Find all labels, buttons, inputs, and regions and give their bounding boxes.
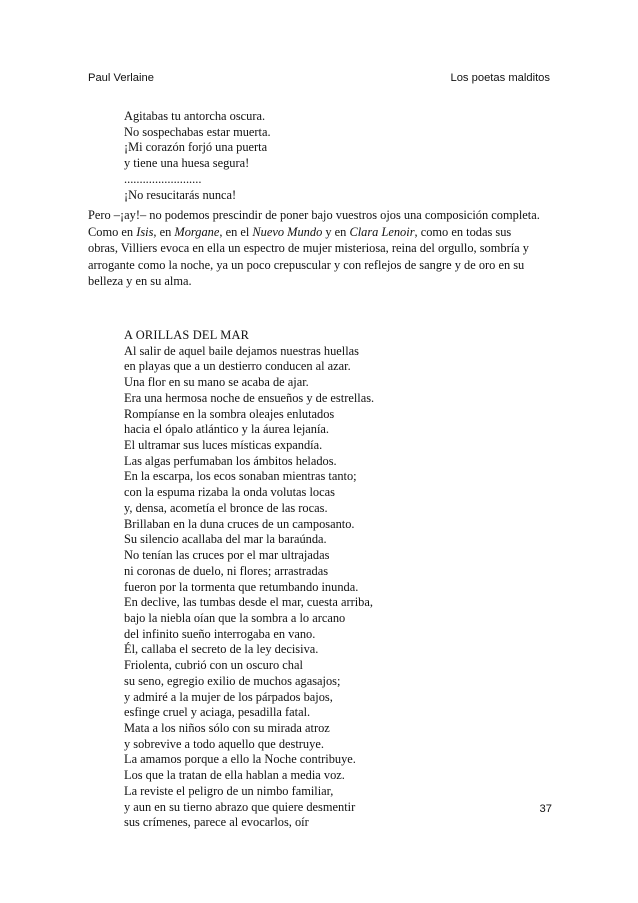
poem-line: su seno, egregio exilio de muchos agasajos; xyxy=(124,673,341,688)
prose-line: Pero –¡ay!– no podemos prescindir de poner bajo vuestros ojos una composición completa. xyxy=(88,208,540,222)
poem-line: ni coronas de duelo, ni flores; arrastradas xyxy=(124,563,329,578)
poem-line: y admiré a la mujer de los párpados bajos, xyxy=(124,689,333,704)
prose-line: belleza y en su alma. xyxy=(88,274,192,288)
prose-text: , como en todas sus xyxy=(414,224,512,239)
work-title-morgane: Morgane xyxy=(174,224,220,239)
header-book-title: Los poetas malditos xyxy=(450,72,550,84)
poem-line: El ultramar sus luces místicas expandía. xyxy=(124,438,323,453)
stanza-line: y tiene una huesa segura! xyxy=(124,156,250,171)
poem-line: Él, callaba el secreto de la ley decisiva. xyxy=(124,642,319,657)
poem-line: hacia el ópalo atlántico y la áurea lejanía. xyxy=(124,422,330,437)
poem-line: sus crímenes, parece al evocarlos, oír xyxy=(124,815,309,830)
poem-line: En la escarpa, los ecos sonaban mientras tanto; xyxy=(124,469,357,484)
poem-line: en playas que a un destierro conducen al azar. xyxy=(124,359,351,374)
stanza-line: No sospechabas estar muerta. xyxy=(124,124,271,139)
poem-line: Brillaban en la duna cruces de un camposanto. xyxy=(124,516,355,531)
poem-line: Su silencio acallaba del mar la baraúnda. xyxy=(124,532,327,547)
prose-text: , en el xyxy=(219,224,253,239)
intro-stanza xyxy=(124,109,271,203)
poem-line: Una flor en su mano se acaba de ajar. xyxy=(124,375,309,390)
poem-line: Las algas perfumaban los ámbitos helados. xyxy=(124,453,337,468)
work-title-isis: Isis xyxy=(136,224,154,239)
prose-line: arrogante como la noche, ya un poco crepuscular y con reflejos de sangre y de oro en su xyxy=(88,257,525,272)
prose-text: Como en xyxy=(88,224,137,239)
poem-line: En declive, las tumbas desde el mar, cuesta arriba, xyxy=(124,595,373,610)
poem-line: del infinito sueño interrogaba en vano. xyxy=(124,626,316,641)
poem-line: Mata a los niños sólo con su mirada atroz xyxy=(124,720,330,735)
poem-line: La amamos porque a ello la Noche contribuye. xyxy=(124,752,356,767)
poem-line: Los que la tratan de ella hablan a media voz. xyxy=(124,768,345,783)
prose-line: obras, Villiers evoca en ella un espectro de mujer misteriosa, reina del orgullo, sombría y xyxy=(88,241,529,255)
poem-line: esfinge cruel y aciaga, pesadilla fatal. xyxy=(124,705,311,720)
poem-line: con la espuma rizaba la onda volutas locas xyxy=(124,485,335,500)
poem-line: y sobrevive a todo aquello que destruye. xyxy=(124,736,324,751)
poem-line: bajo la niebla oían que la sombra a lo arcano xyxy=(124,610,346,625)
page-number: 37 xyxy=(539,803,552,815)
poem-line: fueron por la tormenta que retumbando inunda. xyxy=(124,579,359,594)
poem-line: Rompíanse en la sombra oleajes enlutados xyxy=(124,406,335,421)
prose-line xyxy=(88,224,553,241)
poem-line: No tenían las cruces por el mar ultrajadas xyxy=(124,548,330,563)
prose-text: , en xyxy=(153,224,175,239)
stanza-line: Agitabas tu antorcha oscura. xyxy=(124,109,266,123)
header-author: Paul Verlaine xyxy=(88,72,154,84)
stanza-ellipsis: ......................... xyxy=(124,171,202,186)
poem-line: Al salir de aquel baile dejamos nuestras huellas xyxy=(124,343,360,358)
poem-line: Friolenta, cubrió con un oscuro chal xyxy=(124,658,303,673)
poem xyxy=(124,328,374,831)
work-title-nuevo-mundo: Nuevo Mundo xyxy=(252,224,323,239)
page-header xyxy=(88,72,550,88)
prose-text: y en xyxy=(322,224,350,239)
work-title-clara-lenoir: Clara Lenoir xyxy=(349,224,415,239)
poem-line: Era una hermosa noche de ensueños y de estrellas. xyxy=(124,390,375,405)
poem-title: A ORILLAS DEL MAR xyxy=(124,328,250,342)
poem-line: y aun en su tierno abrazo que quiere desmentir xyxy=(124,799,356,814)
prose-paragraph xyxy=(88,207,553,290)
poem-line: La reviste el peligro de un nimbo familiar, xyxy=(124,783,334,798)
poem-line: y, densa, acometía el bronce de las rocas. xyxy=(124,500,328,515)
stanza-line: ¡Mi corazón forjó una puerta xyxy=(124,140,268,155)
stanza-line: ¡No resucitarás nunca! xyxy=(124,187,237,202)
